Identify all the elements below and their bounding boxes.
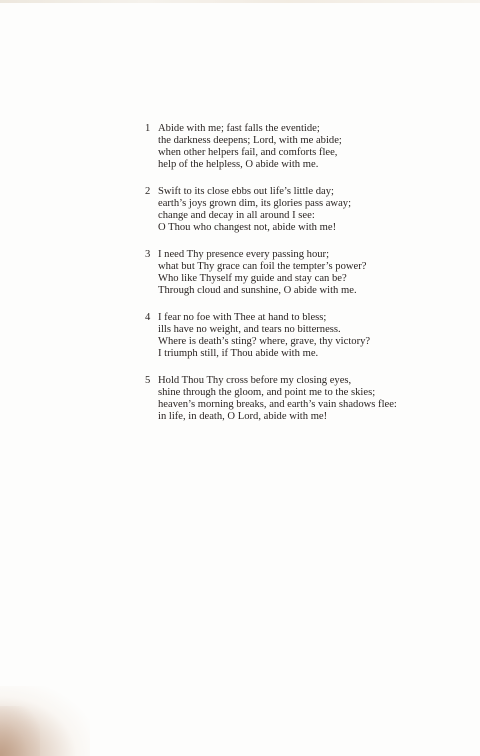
verse-line: change and decay in all around I see: (158, 210, 315, 222)
verse-line: Abide with me; fast falls the eventide; (158, 123, 320, 134)
verse-line: earth’s joys grown dim, its glories pass away; (158, 197, 352, 209)
verse-line: the darkness deepens; Lord, with me abide; (158, 135, 342, 147)
verse-line: O Thou who changest not, abide with me! (158, 222, 337, 234)
verse-line: help of the helpless, O abide with me. (158, 159, 319, 171)
verse-line: I triumph still, if Thou abide with me. (158, 347, 319, 359)
hymn-text (145, 123, 465, 437)
verse-number: 4 (145, 311, 151, 323)
page-top-edge (0, 0, 480, 3)
verse-number: 2 (145, 185, 151, 197)
verse-5 (145, 375, 465, 423)
verse-line: Who like Thyself my guide and stay can be? (158, 272, 347, 284)
verse-number: 1 (145, 123, 151, 134)
verse-line: when other helpers fail, and comforts flee, (158, 147, 338, 159)
verse-line: ills have no weight, and tears no bitterness. (158, 323, 341, 335)
verse-line: I fear no foe with Thee at hand to bless; (158, 311, 327, 323)
verse-line: I need Thy presence every passing hour; (158, 248, 330, 260)
verse-line: Through cloud and sunshine, O abide with me. (158, 285, 357, 297)
verse-line: Swift to its close ebbs out life’s little day; (158, 185, 334, 197)
verse-number: 3 (145, 248, 151, 260)
verse-number: 5 (145, 374, 151, 386)
verse-4 (145, 312, 465, 360)
verse-2 (145, 186, 465, 234)
verse-line: Hold Thou Thy cross before my closing eyes, (158, 374, 352, 386)
verse-line: Where is death’s sting? where, grave, thy victory? (158, 335, 371, 347)
verse-line: heaven’s morning breaks, and earth’s vain shadows flee: (158, 398, 397, 410)
verse-3 (145, 249, 465, 297)
verse-1 (145, 123, 465, 171)
verse-line: shine through the gloom, and point me to the skies; (158, 386, 376, 398)
verse-line: what but Thy grace can foil the tempter’s power? (158, 260, 367, 272)
page-corner-stain-dark (0, 706, 40, 756)
verse-line: in life, in death, O Lord, abide with me! (158, 410, 328, 422)
